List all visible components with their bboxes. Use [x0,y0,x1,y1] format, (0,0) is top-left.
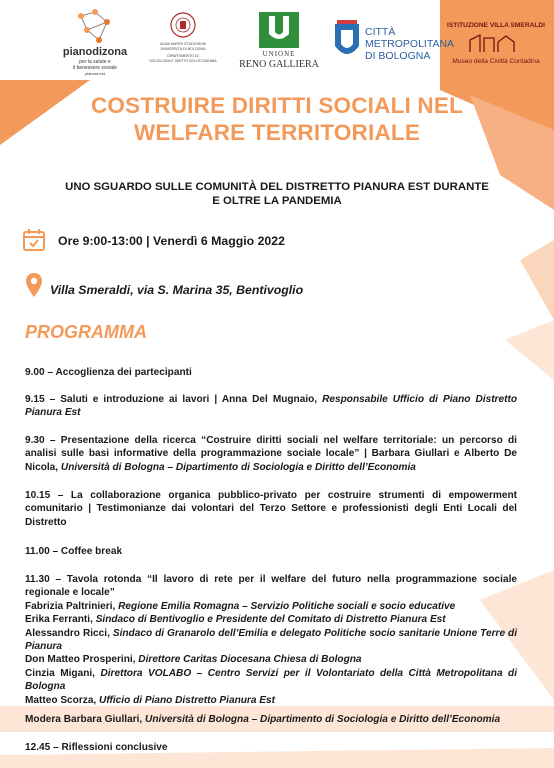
moderator-affiliation: Università di Bologna – Dipartimento di Sociologia e Diritto dell’Economia [145,714,501,725]
item-affiliation: Università di Bologna – Dipartimento di Sociologia e Diritto dell’Economia [60,461,416,473]
unibo-line4: SOCIOLOGIA E DIRITTO DELL'ECONOMIA [149,59,217,63]
pianodizona-line1: per la salute e [79,59,111,65]
event-location: Villa Smeraldi, via S. Marina 35, Bentivoglio [50,283,304,297]
item-text: 11.00 – Coffee break [25,546,123,557]
moderator-name: Modera Barbara Giullari, [25,714,146,725]
panelist [25,627,517,654]
program-item [25,366,517,379]
program-item [25,741,517,754]
subtitle-line2: E OLTRE LA PANDEMIA [212,195,342,207]
subtitle [40,180,514,208]
programma-heading: PROGRAMMA [25,322,147,342]
panelist [25,613,517,626]
panelist-name: Fabrizia Paltrinieri, [25,600,119,612]
logo-reno-galliera [236,12,322,72]
pianodizona-name: pianodizona [62,46,128,58]
panelist-role: Regione Emilia Romagna – Servizio Politiche sociali e socio educative [118,600,456,612]
panelist [25,600,517,613]
program-item [25,489,517,529]
panelist [25,667,517,694]
villa-building-icon [466,32,526,54]
panelist-name: Matteo Scorza, [25,694,100,706]
panelist-role: Direttore Caritas Diocesana Chiesa di Bologna [138,654,362,666]
subtitle-line1: UNO SGUARDO SULLE COMUNITÀ DEL DISTRETTO PIANURA EST DURANTE [65,181,489,193]
page-title [0,92,554,146]
title-line2: WELFARE TERRITORIALE [133,120,421,145]
union-u-icon [259,12,299,48]
logo-unibo [148,12,218,72]
pianodizona-line3: pianura est [85,71,105,76]
unibo-line3: DIPARTIMENTO DI [167,54,199,58]
event-datetime: Ore 9:00-13:00 | Venerdì 6 Maggio 2022 [58,234,285,248]
calendar-icon [22,228,46,252]
villa-bottom-label: Museo della Civiltà Contadina [452,58,540,65]
villa-top-label: ISTITUZIONE VILLA SMERALDI [447,22,545,29]
panelist-name: Alessandro Ricci, [25,627,113,639]
logo-villa-smeraldi [444,10,548,72]
item-text: 9.30 – Presentazione della ricerca “Costruire diritti sociali nel welfare territoriale: un percorso di analisi sulle basi informative della programmazione sociale locale” | Barbara Giullari e Alberto De Nicola, [25,435,517,473]
item-text: 9.00 – Accoglienza dei partecipanti [25,367,192,378]
logo-pianodizona [55,8,135,76]
panelist-name: Cinzia Migani, [25,667,101,679]
program-item [25,434,517,474]
panelist-name: Don Matteo Prosperini, [25,654,139,666]
panelist-role: Direttora VOLABO – Centro Servizi per il Volontariato della Città Metropolitana di Bologna [25,667,518,693]
item-text: 12.45 – Riflessioni conclusive [25,742,168,753]
moderator-line [25,713,517,726]
university-seal-icon [170,12,196,38]
citta-line1: CITTÀ [365,26,396,38]
panelist-name: Erika Ferranti, [25,614,96,626]
item-affiliation: Responsabile Ufficio di Piano Distretto Pianura Est [25,394,517,419]
reno-line1: UNIONE [262,50,296,58]
citta-line2: METROPOLITANA [365,38,455,50]
title-line1: COSTRUIRE DIRITTI SOCIALI NEL [90,93,464,118]
network-icon [75,8,115,46]
logo-citta-metropolitana [333,18,455,70]
location-pin-icon [25,272,43,298]
unibo-line1: ALMA MATER STUDIORUM [160,42,206,46]
panelist [25,653,517,666]
item-text: 10.15 – La collaborazione organica pubblico-privato per costruire strumenti di empowerment comunitario | Testimonianze dai volontari del Terzo Settore e professionisti degli Enti Locali del Distretto [25,490,517,528]
program-item [25,573,517,707]
panelist-role: Sindaco di Granarolo dell’Emilia e delegato Politiche socio sanitarie Unione Terre di Pianura [25,627,517,653]
pianodizona-line2: il benessere sociale [73,65,117,71]
reno-line2: RENO GALLIERA [239,59,319,70]
metro-shield-icon [333,20,361,62]
item-text: 11.30 – Tavola rotonda “Il lavoro di rete per il welfare del futuro nella programmazione sociale regionale e locale” [25,574,517,599]
item-text: 9.15 – Saluti e introduzione ai lavori | Anna Del Mugnaio, [25,394,323,405]
program-item [25,393,517,420]
unibo-line2: UNIVERSITÀ DI BOLOGNA [160,47,206,51]
citta-line3: DI BOLOGNA [365,50,431,62]
program-item [25,545,517,558]
panelist-role: Sindaco di Bentivoglio e Presidente del Comitato di Distretto Pianura Est [95,614,446,626]
panelist-role: Ufficio di Piano Distretto Pianura Est [99,694,275,706]
